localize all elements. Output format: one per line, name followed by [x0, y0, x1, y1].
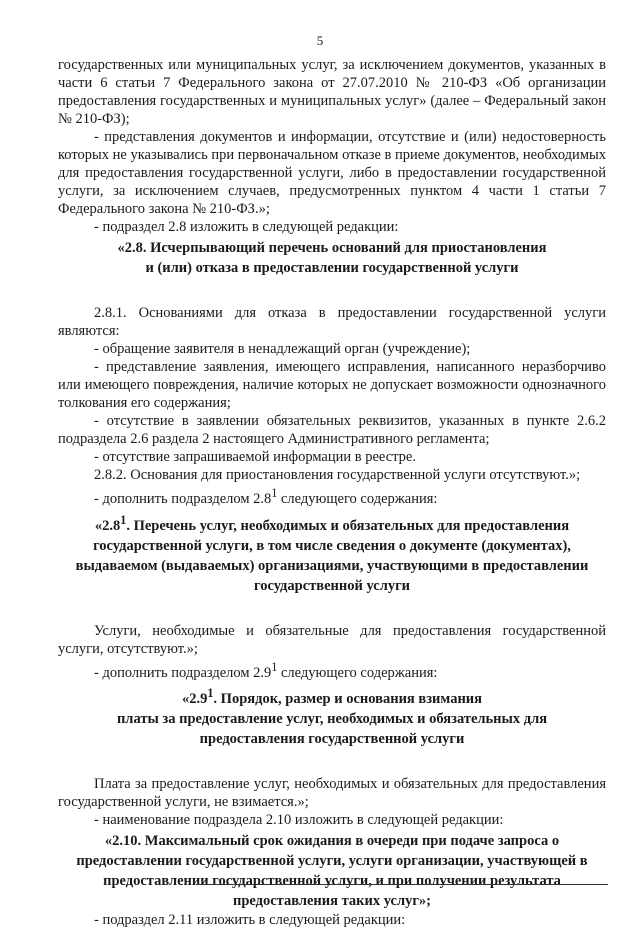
footer-rule: [196, 884, 608, 885]
bullet-no-registry-info: - отсутствие запрашиваемой информации в реестре.: [94, 449, 416, 465]
instruction-2-9-1: - дополнить подразделом $2.9^1$ следующего содержания:: [94, 659, 438, 681]
paragraph-no-services: Услуги, необходимые и обязательные для предоставления государственной услуги, отсутствуют.»;: [58, 622, 606, 657]
bullet-illegible-application: - представление заявления, имеющего исправления, написанного неразборчиво или имеющего повреждения, наличие которых не допускает возможности однозначного толкования его содержания;: [58, 359, 606, 411]
superscript: 1: [271, 486, 278, 500]
bullet-wrong-agency: - обращение заявителя в ненадлежащий орган (учреждение);: [94, 341, 471, 357]
paragraph-2-8-2: 2.8.2. Основания для приостановления государственной услуги отсутствуют.»;: [94, 467, 581, 483]
heading-2-9-1-line3: предоставления государственной услуги: [199, 731, 465, 748]
instruction-2-10: - наименование подраздела 2.10 изложить в следующей редакции:: [94, 812, 504, 829]
heading-2-8-line2: и (или) отказа в предоставлении государственной услуги: [145, 260, 519, 276]
document-body: [58, 56, 606, 929]
paragraph-documents: - представления документов и информации, отсутствие и (или) недостоверность которых не указывались при первоначальном отказе в приеме документов, необходимых для предоставления государственной услуги, либо в предоставлении государственной услуги, за исключением случаев, предусмотренных пунктом 4 части 1 статьи 7 Федерального закона № 210-ФЗ.»;: [58, 129, 606, 217]
page-number: 5: [316, 33, 324, 48]
paragraph-no-fee: Плата за предоставление услуг, необходимых и обязательных для предоставления государственной услуги, не взимается.»;: [58, 776, 606, 811]
heading-2-9-1-line1: «$2.9^1$. Порядок, размер и основания взимания: [182, 686, 482, 708]
paragraph-2-8-1: 2.8.1. Основаниями для отказа в предоставлении государственной услуги являются:: [58, 305, 606, 339]
paragraph-exceptions: государственных или муниципальных услуг, за исключением документов, указанных в части 6 статьи 7 Федерального закона от 27.07.2010 № 210-ФЗ «Об организации предоставления государственных и муниципальных услуг» (далее – Федеральный закон № 210-ФЗ);: [58, 57, 606, 127]
heading-2-10: «2.10. Максимальный срок ожидания в очереди при подаче запроса о предоставлении государственной услуги, услуги организации, участвующей в предоставлении государственной услуги, и при получении результата предоставления таких услуг»;: [76, 833, 588, 910]
bullet-missing-details: - отсутствие в заявлении обязательных реквизитов, указанных в пункте 2.6.2 подраздела 2.6 раздела 2 настоящего Административного регламента;: [58, 413, 606, 447]
instruction-2-8: - подраздел 2.8 изложить в следующей редакции:: [94, 219, 399, 235]
heading-2-8-1: «$2.8^1$. Перечень услуг, необходимых и обязательных для предоставления государственной услуги, в том числе сведения о документе (документах), выдаваемом (выдаваемых) организациями, участвующими в предоставлении государственной услуги: [75, 512, 589, 594]
instruction-2-11: - подраздел 2.11 изложить в следующей редакции:: [94, 912, 406, 929]
heading-2-9-1-line2: платы за предоставление услуг, необходимых и обязательных для: [116, 711, 548, 728]
instruction-2-8-1: - дополнить подразделом $2.8^1$ следующего содержания:: [94, 486, 438, 507]
heading-2-8-line1: «2.8. Исчерпывающий перечень оснований для приостановления: [117, 240, 547, 256]
